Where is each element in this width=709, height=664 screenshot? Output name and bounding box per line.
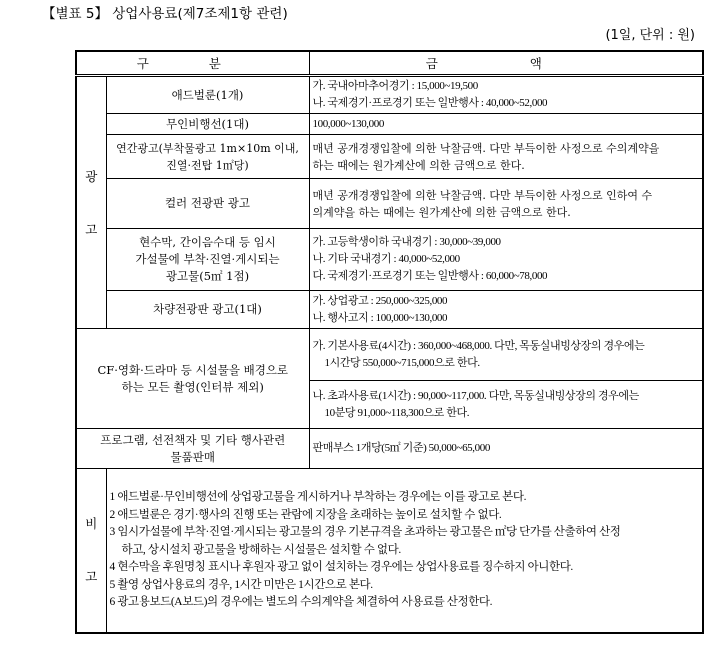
unit-note: (1일, 단위 : 원) bbox=[605, 28, 695, 43]
ad-group-label: 광 고 bbox=[76, 76, 106, 329]
header-amount: 금 액 bbox=[309, 51, 703, 76]
banner-amount: 가. 고등학생이하 국내경기 : 30,000~39,000 나. 기타 국내경기 : 40,000~52,000 다. 국제경기·프로경기 또는 일반행사 : 60,000~78,000 bbox=[309, 229, 703, 291]
remark-line: 1 애드벌룬·무인비행선에 상업광고물을 게시하거나 부착하는 경우에는 이를 광고로 본다. bbox=[109, 491, 527, 503]
remark-line: 2 애드벌룬은 경기·행사의 진행 또는 관람에 지장을 초래하는 높이로 설치할 수 없다. bbox=[109, 508, 502, 521]
ad-balloon-amount: 가. 국내아마추어경기 : 15,000~19,500 나. 국제경기·프로경기 또는 일반행사 : 40,000~52,000 bbox=[309, 76, 703, 114]
table-row bbox=[76, 329, 703, 381]
table-row bbox=[76, 429, 703, 469]
table-row bbox=[76, 135, 703, 179]
filming-item: CF·영화·드라마 등 시설물을 배경으로 하는 모든 촬영(인터뷰 제외) bbox=[76, 329, 309, 429]
header-category: 구 분 bbox=[76, 51, 309, 76]
page-title: 【별표 5】 상업사용료(제7조제1항 관련) bbox=[42, 6, 288, 22]
remark-line: 3 임시가설물에 부착·진열·게시되는 광고물의 경우 기본규격을 초과하는 광고물은 ㎡당 단가를 산출하여 산정 bbox=[109, 526, 621, 538]
remarks-content bbox=[106, 469, 703, 633]
airship-item: 무인비행선(1대) bbox=[106, 114, 309, 135]
annual-ad-amount: 매년 공개경쟁입찰에 의한 낙찰금액. 다만 부득이한 사정으로 수의계약을 하는 때에는 원가계산에 의한 금액으로 한다. bbox=[309, 135, 703, 179]
remark-line: 4 현수막을 후원명칭 표시나 후원자 광고 없이 설치하는 경우에는 상업사용료를 징수하지 아니한다. bbox=[109, 561, 573, 573]
color-display-item: 컬러 전광판 광고 bbox=[106, 179, 309, 229]
table-row bbox=[76, 179, 703, 229]
fee-table bbox=[75, 50, 704, 634]
filming-basic-amount: 가. 기본사용료(4시간) : 360,000~468,000. 다만, 목동실내빙상장의 경우에는 1시간당 550,000~715,000으로 한다. bbox=[309, 329, 703, 381]
program-item: 프로그램, 선전책자 및 기타 행사관련 물품판매 bbox=[76, 429, 309, 469]
table-row bbox=[76, 291, 703, 329]
ad-balloon-item: 애드벌룬(1개) bbox=[106, 76, 309, 114]
vehicle-display-amount: 가. 상업광고 : 250,000~325,000 나. 행사고지 : 100,000~130,000 bbox=[309, 291, 703, 329]
remark-line: 5 촬영 상업사용료의 경우, 1시간 미만은 1시간으로 본다. bbox=[109, 578, 373, 591]
banner-item: 현수막, 간이음수대 등 임시 가설물에 부착·진열·게시되는 광고물(5㎡ 1점) bbox=[106, 229, 309, 291]
vehicle-display-item: 차량전광판 광고(1대) bbox=[106, 291, 309, 329]
table-row bbox=[76, 114, 703, 135]
table-header-row bbox=[76, 51, 703, 76]
remarks-label: 비 고 bbox=[76, 469, 106, 633]
remark-line: 하고, 상시설치 광고물을 방해하는 시설물은 설치할 수 없다. bbox=[121, 543, 401, 556]
table-row bbox=[76, 229, 703, 291]
program-amount: 판매부스 1개당(5㎡ 기준) 50,000~65,000 bbox=[309, 429, 703, 469]
filming-extra-amount: 나. 초과사용료(1시간) : 90,000~117,000. 다만, 목동실내빙상장의 경우에는 10분당 91,000~118,300으로 한다. bbox=[309, 381, 703, 429]
remark-line: 6 광고용보드(A보드)의 경우에는 별도의 수의계약을 체결하여 사용료를 산정한다. bbox=[109, 596, 493, 608]
remarks-row bbox=[76, 469, 703, 633]
table-row bbox=[76, 76, 703, 114]
airship-amount: 100,000~130,000 bbox=[309, 114, 703, 135]
annual-ad-item: 연간광고(부착물광고 1m×10m 이내, 진열·전탑 1㎡당) bbox=[106, 135, 309, 179]
color-display-amount: 매년 공개경쟁입찰에 의한 낙찰금액. 다만 부득이한 사정으로 인하여 수 의계약을 하는 때에는 원가계산에 의한 금액으로 한다. bbox=[309, 179, 703, 229]
